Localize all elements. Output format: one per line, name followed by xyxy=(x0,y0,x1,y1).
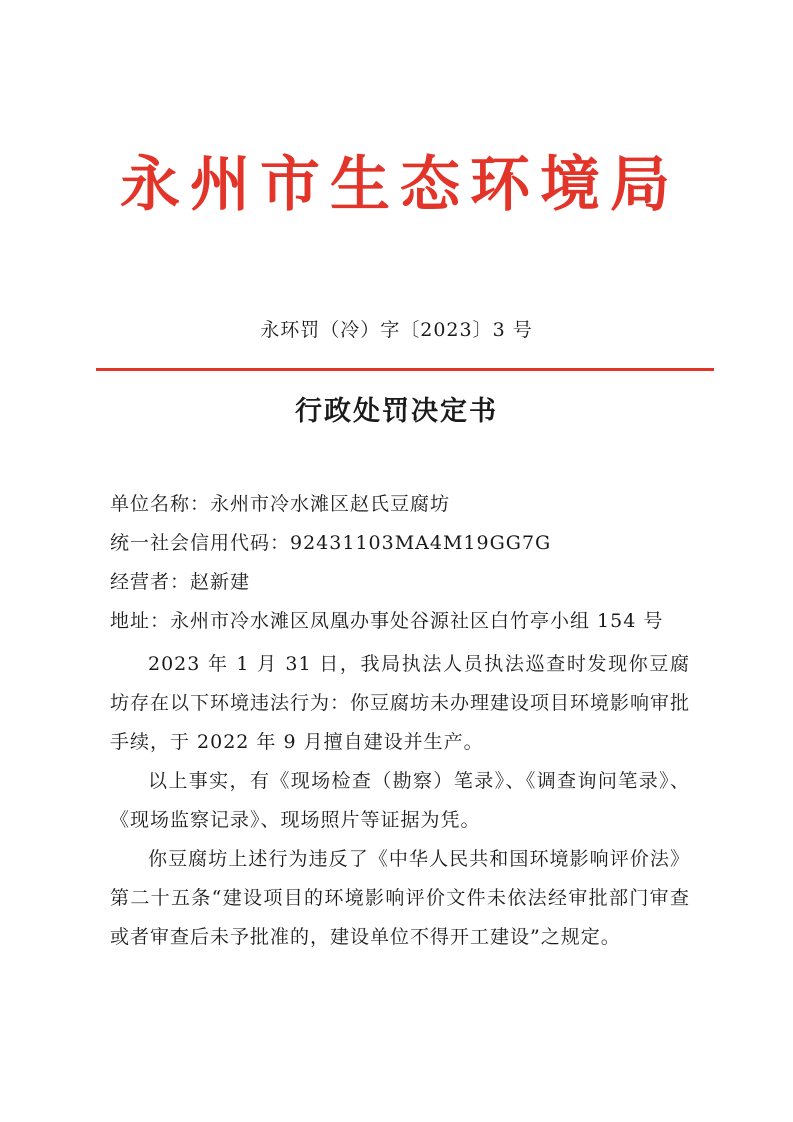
agency-letterhead: 永州市生态环境局 xyxy=(120,150,680,220)
document-title: 行政处罚决定书 xyxy=(295,396,498,427)
document-number: 永环罚（冷）字〔2023〕3 号 xyxy=(260,319,533,341)
unit-name: 单位名称：永州市冷水滩区赵氏豆腐坊 xyxy=(110,493,451,515)
credit-code: 统一社会信用代码：92431103MA4M19GG7G xyxy=(110,532,552,554)
address: 地址：永州市冷水滩区凤凰办事处谷源社区白竹亭小组 154 号 xyxy=(110,610,664,632)
paragraph-evidence: 以上事实，有《现场检查（勘察）笔录》、《调查询问笔录》、《现场监察记录》、现场照片等证据为凭。 xyxy=(110,770,690,831)
operator: 经营者：赵新建 xyxy=(110,571,251,593)
paragraph-violation: 你豆腐坊上述行为违反了《中华人民共和国环境影响评价法》第二十五条“建设项目的环境影响评价文件未依法经审批部门审查或者审查后未予批准的，建设单位不得开工建设”之规定。 xyxy=(110,848,690,948)
red-divider xyxy=(96,368,714,371)
paragraph-findings: 2023 年 1 月 31 日，我局执法人员执法巡查时发现你豆腐坊存在以下环境违法行为：你豆腐坊未办理建设项目环境影响审批手续，于 2022 年 9 月擅自建设并生产。 xyxy=(110,653,691,753)
